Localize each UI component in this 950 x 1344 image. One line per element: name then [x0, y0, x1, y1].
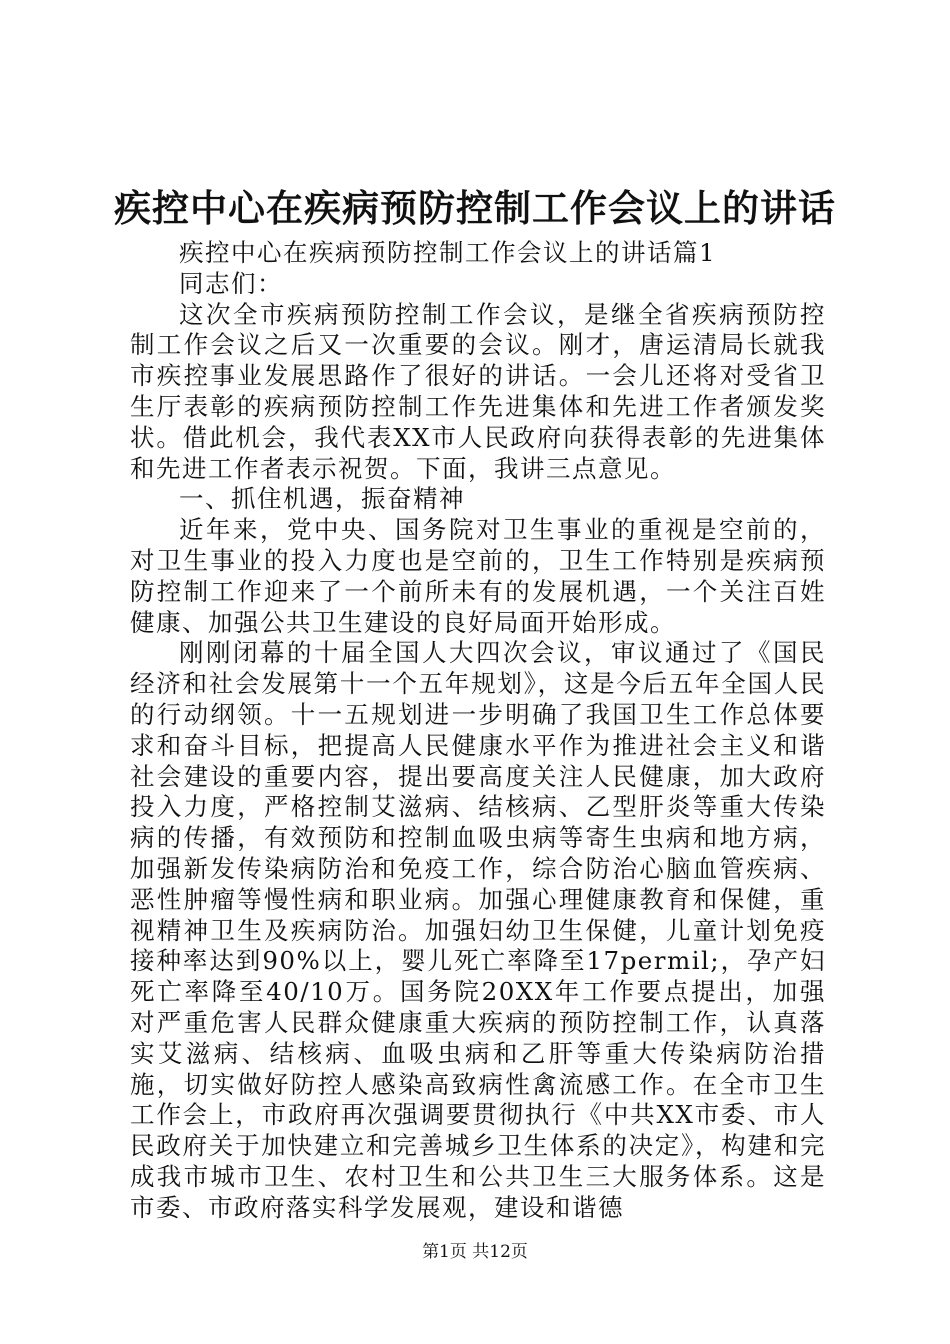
- greeting: 同志们：: [179, 268, 283, 298]
- paragraph-five-year-plan: 刚刚闭幕的十届全国人大四次会议，审议通过了《国民经济和社会发展第十一个五年规划》，这是今后五年全国人民的行动纲领。十一五规划进一步明确了我国卫生工作总体要求和奋斗目标，把提高人民健康水平作为推进社会主义和谐社会建设的重要内容，提出要高度关注人民健康，加大政府投入力度，严格控制艾滋病、结核病、乙型肝炎等重大传染病的传播，有效预防和控制血吸虫病等寄生虫病和地方病，加强新发传染病防治和免疫工作，综合防治心脑血管疾病、恶性肿瘤等慢性病和职业病。加强心理健康教育和保健，重视精神卫生及疾病防治。加强妇幼卫生保健，儿童计划免疫接种率达到90%以上，婴儿死亡率降至17permil;，孕产妇死亡率降至40/10万。国务院20XX年工作要点提出，加强对严重危害人民群众健康重大疾病的预防控制工作，认真落实艾滋病、结核病、血吸虫病和乙肝等重大传染病防治措施，切实做好防控人感染高致病性禽流感工作。在全市卫生工作会上，市政府再次强调要贯彻执行《中共XX市委、市人民政府关于加快建立和完善城乡卫生体系的决定》，构建和完成我市城市卫生、农村卫生和公共卫生三大服务体系。这是市委、市政府落实科学发展观，建设和谐德: [130, 638, 826, 1222]
- document-title: 疾控中心在疾病预防控制工作会议上的讲话: [114, 186, 836, 230]
- page-footer: 第1页 共12页: [422, 1242, 528, 1262]
- section-heading-point-1: 一、抓住机遇，振奋精神: [179, 484, 465, 514]
- paragraph-intro: 这次全市疾病预防控制工作会议，是继全省疾病预防控制工作会议之后又一次重要的会议。刚才，唐运清局长就我市疾控事业发展思路作了很好的讲话。一会儿还将对受省卫生厅表彰的疾病预防控制工作先进集体和先进工作者颁发奖状。借此机会，我代表XX市人民政府向获得表彰的先进集体和先进工作者表示祝贺。下面，我讲三点意见。: [130, 299, 826, 483]
- document-body: [130, 238, 826, 1224]
- paragraph-opportunity: 近年来，党中央、国务院对卫生事业的重视是空前的，对卫生事业的投入力度也是空前的，卫生工作特别是疾病预防控制工作迎来了一个前所未有的发展机遇，一个关注百姓健康、加强公共卫生建设的良好局面开始形成。: [130, 515, 826, 637]
- section-heading-1: 疾控中心在疾病预防控制工作会议上的讲话篇1: [179, 238, 717, 267]
